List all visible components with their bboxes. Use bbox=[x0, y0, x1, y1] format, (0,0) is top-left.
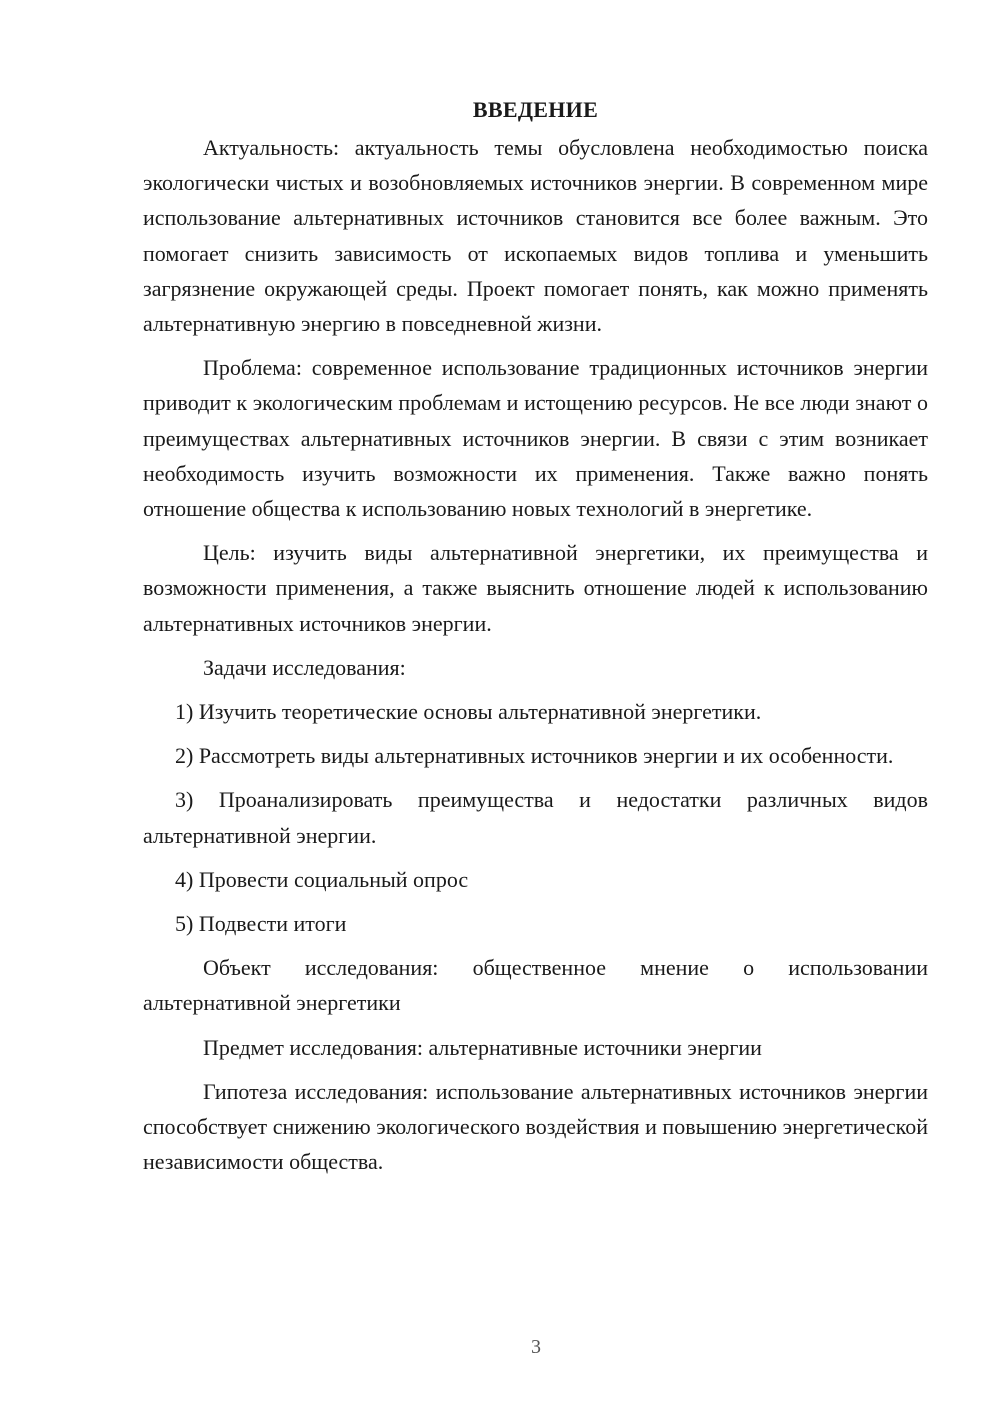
page-number: 3 bbox=[531, 1336, 541, 1358]
page-title: ВВЕДЕНИЕ bbox=[472, 97, 599, 122]
paragraph-tasks-heading: Задачи исследования: bbox=[203, 654, 406, 680]
task-item-3: 3) Проанализировать преимущества и недостатки различных видов альтернативной энергии. bbox=[143, 787, 928, 848]
document-page bbox=[143, 92, 928, 1188]
task-item-4: 4) Провести социальный опрос bbox=[175, 866, 469, 892]
paragraph-hypothesis: Гипотеза исследования: использование альтернативных источников энергии способствует снижению экологического воздействия и повышению энергетической независимости общества. bbox=[143, 1078, 928, 1175]
task-item-5: 5) Подвести итоги bbox=[175, 911, 347, 937]
paragraph-problem: Проблема: современное использование традиционных источников энергии приводит к экологическим проблемам и истощению ресурсов. Не все люди знают о преимуществах альтернативных источников энергии. В связи с этим возникает необходимость изучить возможности их применения. Также важно понять отношение общества к использованию новых технологий в энергетике. bbox=[143, 355, 928, 522]
paragraph-goal: Цель: изучить виды альтернативной энергетики, их преимущества и возможности применения, а также выяснить отношение людей к использованию альтернативных источников энергии. bbox=[143, 540, 928, 636]
paragraph-relevance: Актуальность: актуальность темы обусловлена необходимостью поиска экологически чистых и возобновляемых источников энергии. В современном мире использование альтернативных источников становится все более важным. Это помогает снизить зависимость от ископаемых видов топлива и уменьшить загрязнение окружающей среды. Проект помогает понять, как можно применять альтернативную энергию в повседневной жизни. bbox=[143, 135, 928, 337]
paragraph-object: Объект исследования: общественное мнение о использовании альтернативной энергетики bbox=[143, 955, 928, 1016]
task-item-1: 1) Изучить теоретические основы альтернативной энергетики. bbox=[175, 699, 762, 725]
task-item-2: 2) Рассмотреть виды альтернативных источников энергии и их особенности. bbox=[175, 743, 894, 769]
paragraph-subject: Предмет исследования: альтернативные источники энергии bbox=[203, 1034, 762, 1060]
